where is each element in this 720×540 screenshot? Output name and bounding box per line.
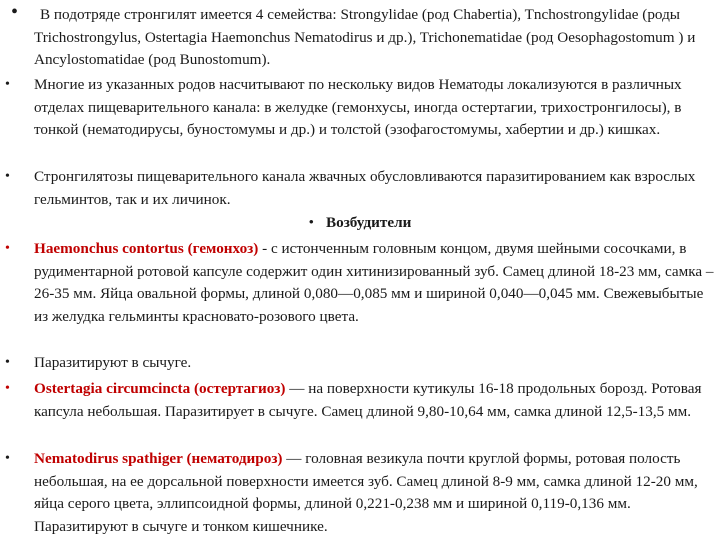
bullet: • [5,381,10,396]
bullet: • [5,169,10,184]
species-name: Haemonchus contortus (гемонхоз) [34,240,259,257]
haemonchus-paragraph: • Haemonchus contortus (гемонхоз) - с истонченным головным концом, двумя шейными сосочками, в рудиментарной ротовой капсуле содержит один хитинизированный зуб. Самец длиной 18-23 мм, самка – 26-35 мм. Яйца овальной формы, длиной 0,080—0,085 мм и шириной 0,040—0,045 мм. Свежевыбытые из желудка гельминты красновато-розового цвета. [5,240,714,325]
bullet: • [11,1,19,23]
localization-paragraph: • Многие из указанных родов насчитывают по нескольку видов Нематоды локализуются в различных отделах пищеварительного канала: в желудке (гемонхусы, иногда остертагии, трихостронгилоcы), в тонкой (нематодирусы, буностомумы и др.) и толстой (эзофагостомумы, хабертии и др.) кишках. [5,76,682,139]
location-paragraph: • Паразитируют в сычуге. [34,352,716,375]
families-paragraph: • В подотряде стронгилят имеется 4 семейства: Strongylidae (род Chabertia), Tnchostrongylidae (роды Trichostrongylus, Ostertagia Haemonchus Nematodirus и др.), Trichonematidae (род Oesophagostomum ) и Ancylostomatidae (род Bunostomum). [34,4,716,72]
bullet: • [5,77,10,92]
etiology-paragraph: • Стронгилятозы пищеварительного канала жвачных обусловливаются паразитированием как взрослых гельминтов, так и их личинок. [5,168,696,208]
bullet: • [5,241,10,256]
species-name: Nematodirus spathiger (нематодироз) [34,450,283,467]
bullet: • [5,451,10,466]
ostertagia-paragraph: • Ostertagia circumcincta (остертагиоз) — на поверхности кутикулы 16-18 продольных борозд. Ротовая капсула небольшая. Паразитирует в сычуге. Самец длиной 9,80-10,64 мм, самка длиной 12,5-13,5 мм. [5,380,702,420]
section-heading: • Возбудители [308,214,412,231]
bullet: • [308,214,314,231]
nematodirus-paragraph: • Nematodirus spathiger (нематодироз) — головная везикула почти круглой формы, ротовая полость небольшая, на ее дорсальной поверхности имеется зуб. Самец длиной 8-9 мм, самка длиной 12-20 мм, яйца серого цвета, эллипсоидной формы, длиной 0,221-0,238 мм и шириной 0,119-0,136 мм. Паразитируют в сычуге и тонком кишечнике. [5,450,698,535]
species-name: Ostertagia circumcincta (остертагиоз) [34,380,286,397]
bullet: • [5,355,10,370]
